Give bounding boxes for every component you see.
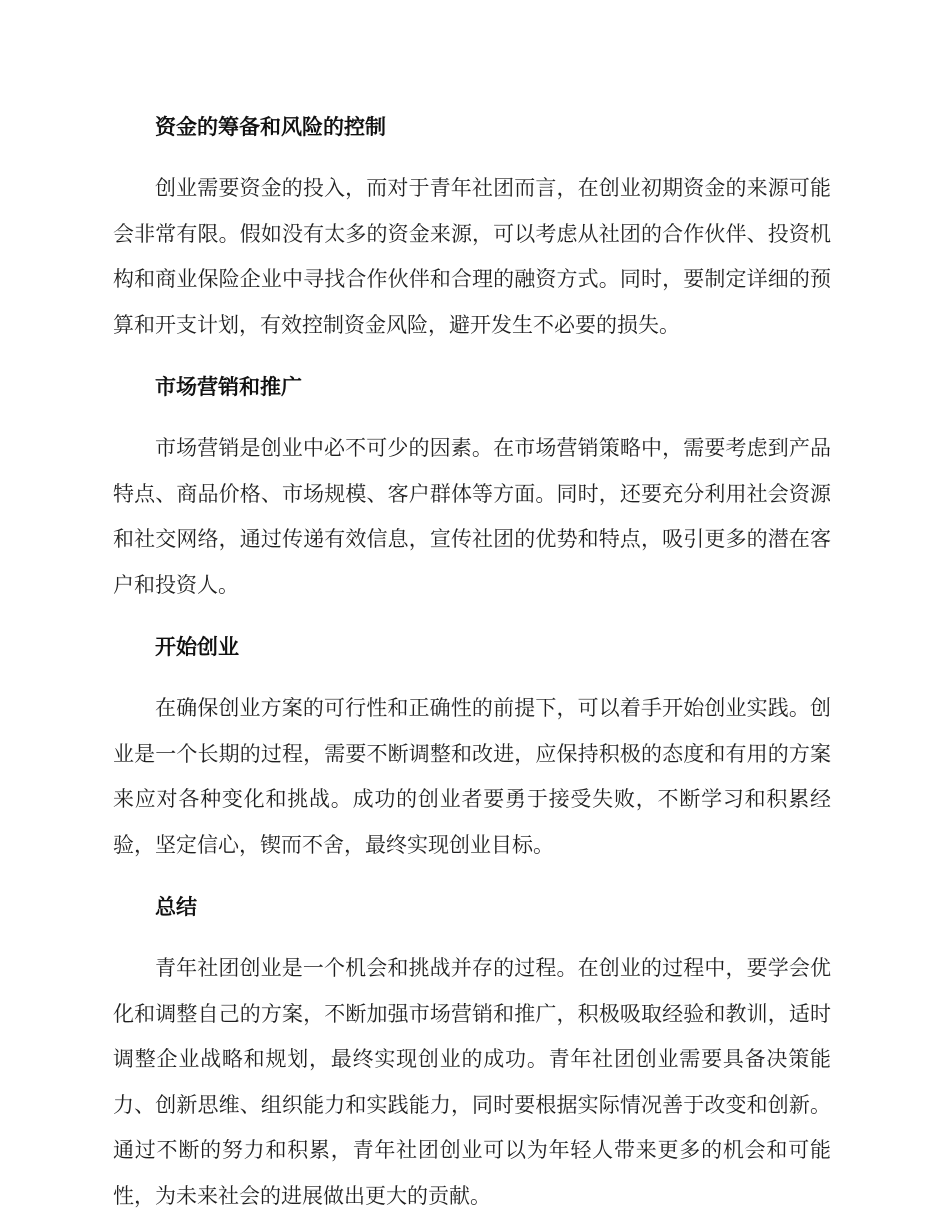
- section-paragraph: 在确保创业方案的可行性和正确性的前提下，可以着手开始创业实践。创业是一个长期的过程，需要不断调整和改进，应保持积极的态度和有用的方案来应对各种变化和挑战。成功的创业者要勇于接受失败，不断学习和积累经验，坚定信心，锲而不舍，最终实现创业目标。: [113, 696, 831, 857]
- section-heading: 开始创业: [155, 635, 239, 659]
- section-heading: 市场营销和推广: [155, 375, 302, 399]
- section-heading: 资金的筹备和风险的控制: [155, 115, 386, 139]
- section-summary: [113, 888, 831, 1219]
- section-heading: 总结: [155, 895, 197, 919]
- section-marketing: [113, 368, 831, 608]
- document-page: [113, 108, 831, 1219]
- section-paragraph: 创业需要资金的投入，而对于青年社团而言，在创业初期资金的来源可能会非常有限。假如没有太多的资金来源，可以考虑从社团的合作伙伴、投资机构和商业保险企业中寻找合作伙伴和合理的融资方式。同时，要制定详细的预算和开支计划，有效控制资金风险，避开发生不必要的损失。: [113, 176, 831, 337]
- section-start-business: [113, 628, 831, 868]
- section-paragraph: 青年社团创业是一个机会和挑战并存的过程。在创业的过程中，要学会优化和调整自己的方案，不断加强市场营销和推广，积极吸取经验和教训，适时调整企业战略和规划，最终实现创业的成功。青年社团创业需要具备决策能力、创新思维、组织能力和实践能力，同时要根据实际情况善于改变和创新。通过不断的努力和积累，青年社团创业可以为年轻人带来更多的机会和可能性，为未来社会的进展做出更大的贡献。: [113, 956, 831, 1208]
- section-funding: [113, 108, 831, 348]
- section-paragraph: 市场营销是创业中必不可少的因素。在市场营销策略中，需要考虑到产品特点、商品价格、市场规模、客户群体等方面。同时，还要充分利用社会资源和社交网络，通过传递有效信息，宣传社团的优势和特点，吸引更多的潜在客户和投资人。: [113, 436, 831, 597]
